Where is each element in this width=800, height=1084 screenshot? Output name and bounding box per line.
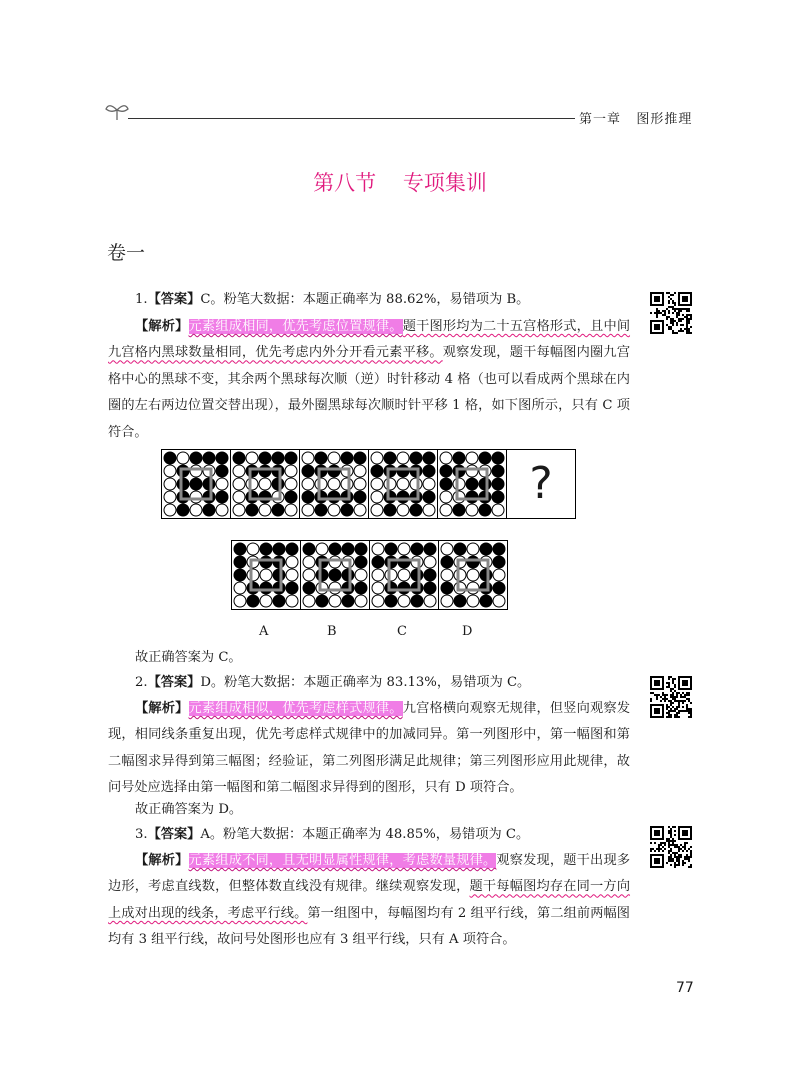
black-ball	[246, 491, 258, 503]
black-ball	[342, 582, 354, 594]
black-ball	[233, 452, 245, 464]
black-ball	[341, 491, 353, 503]
question-number: 3.	[135, 827, 148, 842]
white-ball	[398, 595, 410, 607]
white-ball	[285, 465, 297, 477]
black-ball	[316, 556, 328, 568]
option-panel-b	[301, 541, 370, 609]
white-ball	[384, 478, 396, 490]
white-ball	[216, 478, 228, 490]
white-ball	[234, 582, 246, 594]
white-ball	[423, 478, 435, 490]
option-label-b: B	[327, 624, 337, 639]
black-ball	[303, 543, 315, 555]
black-ball	[493, 582, 505, 594]
white-ball	[272, 491, 284, 503]
analysis-paragraph-3	[108, 848, 630, 954]
black-ball	[440, 465, 452, 477]
white-ball	[372, 569, 384, 581]
answer-tag: 【答案】	[147, 827, 201, 842]
highlight-text: 元素组成相同，优先考虑位置规律。	[188, 319, 403, 334]
black-ball	[354, 491, 366, 503]
black-ball	[397, 465, 409, 477]
black-ball	[410, 465, 422, 477]
white-ball	[440, 504, 452, 516]
black-ball	[286, 543, 298, 555]
white-ball	[259, 504, 271, 516]
black-ball	[315, 452, 327, 464]
question-panel-5	[438, 450, 507, 518]
black-ball	[315, 504, 327, 516]
conclusion-1: 故正确答案为 C。	[135, 650, 242, 665]
black-ball	[272, 478, 284, 490]
black-ball	[216, 452, 228, 464]
analysis-tag: 【解析】	[135, 701, 189, 716]
white-ball	[371, 504, 383, 516]
analysis-paragraph-1	[108, 314, 630, 446]
black-ball	[259, 452, 271, 464]
question-number: 2.	[135, 675, 148, 690]
black-ball	[384, 465, 396, 477]
volume-heading: 卷一	[107, 242, 146, 264]
white-ball	[303, 569, 315, 581]
analysis-text: 九宫格横向观察无规律，但竖向观察发现，相同线条重复出现，优先考虑样式规律中的加减同异。第一列图形中，第一幅图和第二幅图求异得到第三幅图；经验证，第二列图形满足此规律；第三列图形应用此规律，故问号处应选择由第一幅图和第二幅图求异得到的图形，只有 D 项符合。	[108, 701, 631, 796]
black-ball	[423, 465, 435, 477]
analysis-paragraph-2	[108, 696, 630, 802]
white-ball	[285, 478, 297, 490]
white-ball	[372, 543, 384, 555]
answer-line-2	[135, 670, 530, 696]
black-ball	[398, 582, 410, 594]
white-ball	[467, 582, 479, 594]
black-ball	[441, 556, 453, 568]
question-panel-2	[231, 450, 300, 518]
white-ball	[453, 478, 465, 490]
black-ball	[453, 465, 465, 477]
black-ball	[216, 491, 228, 503]
option-panel-c	[370, 541, 439, 609]
white-ball	[247, 543, 259, 555]
white-ball	[466, 504, 478, 516]
black-ball	[385, 582, 397, 594]
black-ball	[354, 452, 366, 464]
black-ball	[479, 478, 491, 490]
white-ball	[190, 465, 202, 477]
white-ball	[355, 569, 367, 581]
black-ball	[466, 478, 478, 490]
black-ball	[177, 504, 189, 516]
chapter-label: 第一章 图形推理	[579, 112, 693, 127]
sprout-icon	[104, 100, 130, 122]
qr-code-icon	[650, 292, 692, 334]
question-mark: ?	[529, 458, 553, 509]
white-ball	[341, 465, 353, 477]
option-label-d: D	[462, 624, 473, 639]
white-ball	[467, 543, 479, 555]
black-ball	[246, 465, 258, 477]
ball-grid	[438, 450, 506, 518]
black-ball	[466, 491, 478, 503]
black-ball	[371, 465, 383, 477]
white-ball	[493, 569, 505, 581]
black-ball	[234, 556, 246, 568]
white-ball	[286, 569, 298, 581]
white-ball	[424, 556, 436, 568]
black-ball	[385, 543, 397, 555]
white-ball	[316, 582, 328, 594]
white-ball	[440, 452, 452, 464]
question-panel-4	[369, 450, 438, 518]
white-ball	[466, 452, 478, 464]
question-figure-row	[161, 449, 576, 519]
white-ball	[371, 478, 383, 490]
white-ball	[372, 582, 384, 594]
white-ball	[164, 491, 176, 503]
white-ball	[398, 569, 410, 581]
white-ball	[354, 504, 366, 516]
white-ball	[479, 465, 491, 477]
white-ball	[342, 556, 354, 568]
white-ball	[397, 504, 409, 516]
black-ball	[203, 478, 215, 490]
white-ball	[233, 491, 245, 503]
white-ball	[467, 595, 479, 607]
header-rule	[128, 118, 575, 119]
white-ball	[329, 556, 341, 568]
black-ball	[329, 569, 341, 581]
black-ball	[272, 452, 284, 464]
white-ball	[260, 595, 272, 607]
black-ball	[411, 582, 423, 594]
option-label-a: A	[259, 624, 269, 639]
black-ball	[423, 452, 435, 464]
option-panel-d	[439, 541, 507, 609]
analysis-text: 第一组图中，每幅图均有 2 组平行线，第二组前两幅图均有 3 组平行线，故问号处图形也应有 3 组平行线，只有 A 项符合。	[108, 905, 630, 948]
white-ball	[177, 452, 189, 464]
black-ball	[384, 452, 396, 464]
black-ball	[492, 452, 504, 464]
black-ball	[479, 504, 491, 516]
options-figure-row	[231, 540, 508, 610]
white-ball	[454, 582, 466, 594]
black-ball	[259, 465, 271, 477]
white-ball	[246, 478, 258, 490]
black-ball	[341, 504, 353, 516]
highlight-text: 元素组成不同，且无明显属性规律，考虑数量规律。	[188, 853, 497, 868]
white-ball	[316, 543, 328, 555]
black-ball	[286, 582, 298, 594]
white-ball	[303, 595, 315, 607]
underlined-text: 题干每幅图均存在同一方向上成对出现的线条，考虑平行线。	[108, 879, 631, 921]
underlined-text: 题干图形均为二十五宫格形式，且中间九宫格内黑球数量相同，优先考虑内外分开看元素平移。	[108, 319, 631, 361]
white-ball	[164, 478, 176, 490]
black-ball	[467, 556, 479, 568]
ball-grid	[232, 541, 300, 609]
black-ball	[385, 595, 397, 607]
white-ball	[385, 569, 397, 581]
white-ball	[302, 452, 314, 464]
answer-text: C。粉笔大数据：本题正确率为 88.62%，易错项为 B。	[200, 292, 530, 307]
black-ball	[411, 569, 423, 581]
black-ball	[260, 556, 272, 568]
conclusion-2: 故正确答案为 D。	[135, 802, 243, 817]
black-ball	[315, 465, 327, 477]
answer-text: A。粉笔大数据：本题正确率为 48.85%，易错项为 C。	[200, 827, 530, 842]
answer-tag: 【答案】	[147, 292, 201, 307]
highlight-text: 元素组成相似，优先考虑样式规律。	[188, 701, 403, 716]
answer-line-3	[135, 822, 529, 848]
white-ball	[398, 543, 410, 555]
black-ball	[492, 465, 504, 477]
white-ball	[285, 504, 297, 516]
analysis-tag: 【解析】	[135, 319, 189, 334]
black-ball	[480, 569, 492, 581]
black-ball	[480, 595, 492, 607]
black-ball	[423, 491, 435, 503]
white-ball	[247, 569, 259, 581]
white-ball	[441, 569, 453, 581]
white-ball	[260, 569, 272, 581]
qr-code-icon	[650, 676, 692, 718]
white-ball	[371, 491, 383, 503]
black-ball	[272, 465, 284, 477]
white-ball	[441, 595, 453, 607]
white-ball	[286, 556, 298, 568]
black-ball	[316, 595, 328, 607]
black-ball	[316, 569, 328, 581]
black-ball	[177, 478, 189, 490]
black-ball	[273, 569, 285, 581]
black-ball	[273, 595, 285, 607]
white-ball	[480, 556, 492, 568]
black-ball	[480, 582, 492, 594]
white-ball	[410, 478, 422, 490]
black-ball	[246, 504, 258, 516]
black-ball	[424, 582, 436, 594]
white-ball	[453, 491, 465, 503]
black-ball	[424, 543, 436, 555]
black-ball	[285, 491, 297, 503]
question-number: 1.	[135, 292, 148, 307]
black-ball	[480, 543, 492, 555]
page-number: 77	[676, 980, 694, 996]
white-ball	[397, 452, 409, 464]
white-ball	[441, 543, 453, 555]
white-ball	[354, 465, 366, 477]
black-ball	[384, 504, 396, 516]
black-ball	[177, 491, 189, 503]
white-ball	[246, 452, 258, 464]
black-ball	[479, 452, 491, 464]
black-ball	[164, 452, 176, 464]
white-ball	[328, 452, 340, 464]
black-ball	[302, 465, 314, 477]
black-ball	[372, 556, 384, 568]
black-ball	[203, 491, 215, 503]
white-ball	[190, 491, 202, 503]
question-mark-panel	[507, 450, 575, 518]
white-ball	[164, 465, 176, 477]
white-ball	[492, 504, 504, 516]
black-ball	[410, 491, 422, 503]
black-ball	[441, 582, 453, 594]
white-ball	[454, 569, 466, 581]
white-ball	[303, 556, 315, 568]
white-ball	[440, 491, 452, 503]
black-ball	[260, 582, 272, 594]
white-ball	[466, 465, 478, 477]
white-ball	[233, 504, 245, 516]
white-ball	[259, 478, 271, 490]
black-ball	[453, 504, 465, 516]
white-ball	[328, 478, 340, 490]
black-ball	[454, 595, 466, 607]
white-ball	[424, 595, 436, 607]
black-ball	[384, 491, 396, 503]
ball-grid	[369, 450, 437, 518]
black-ball	[273, 556, 285, 568]
white-ball	[467, 569, 479, 581]
ball-grid	[301, 541, 369, 609]
white-ball	[354, 478, 366, 490]
answer-line-1	[135, 287, 529, 313]
ball-grid	[370, 541, 438, 609]
analysis-tag: 【解析】	[135, 853, 189, 868]
black-ball	[493, 556, 505, 568]
black-ball	[247, 582, 259, 594]
question-panel-3	[300, 450, 369, 518]
white-ball	[216, 504, 228, 516]
black-ball	[493, 543, 505, 555]
black-ball	[203, 452, 215, 464]
ball-grid	[162, 450, 230, 518]
white-ball	[341, 478, 353, 490]
white-ball	[411, 556, 423, 568]
option-label-c: C	[397, 624, 407, 639]
ball-grid	[439, 541, 507, 609]
black-ball	[385, 556, 397, 568]
option-panel-a	[232, 541, 301, 609]
ball-grid	[231, 450, 299, 518]
black-ball	[411, 595, 423, 607]
white-ball	[315, 478, 327, 490]
black-ball	[410, 504, 422, 516]
black-ball	[342, 569, 354, 581]
black-ball	[342, 595, 354, 607]
white-ball	[454, 556, 466, 568]
white-ball	[234, 595, 246, 607]
black-ball	[424, 569, 436, 581]
white-ball	[329, 595, 341, 607]
black-ball	[440, 478, 452, 490]
white-ball	[493, 595, 505, 607]
white-ball	[233, 465, 245, 477]
black-ball	[492, 478, 504, 490]
white-ball	[397, 478, 409, 490]
black-ball	[355, 556, 367, 568]
white-ball	[372, 595, 384, 607]
answer-text: D。粉笔大数据：本题正确率为 83.13%，易错项为 C。	[200, 675, 531, 690]
black-ball	[234, 569, 246, 581]
black-ball	[342, 543, 354, 555]
white-ball	[328, 504, 340, 516]
white-ball	[302, 504, 314, 516]
black-ball	[315, 491, 327, 503]
black-ball	[216, 465, 228, 477]
black-ball	[285, 452, 297, 464]
black-ball	[397, 491, 409, 503]
black-ball	[398, 556, 410, 568]
black-ball	[260, 543, 272, 555]
black-ball	[341, 452, 353, 464]
black-ball	[272, 504, 284, 516]
black-ball	[234, 543, 246, 555]
black-ball	[355, 582, 367, 594]
black-ball	[355, 543, 367, 555]
black-ball	[247, 595, 259, 607]
black-ball	[411, 543, 423, 555]
black-ball	[190, 452, 202, 464]
analysis-text: 观察发现，题干出现多边形，考虑直线数，但整体数直线没有规律。继续观察发现，	[108, 853, 631, 895]
white-ball	[286, 595, 298, 607]
white-ball	[203, 465, 215, 477]
black-ball	[492, 491, 504, 503]
black-ball	[273, 582, 285, 594]
black-ball	[410, 452, 422, 464]
white-ball	[233, 478, 245, 490]
black-ball	[328, 465, 340, 477]
black-ball	[329, 543, 341, 555]
section-title: 第八节 专项集训	[313, 171, 487, 195]
black-ball	[273, 543, 285, 555]
black-ball	[177, 465, 189, 477]
black-ball	[303, 582, 315, 594]
white-ball	[371, 452, 383, 464]
white-ball	[164, 504, 176, 516]
white-ball	[190, 504, 202, 516]
white-ball	[329, 582, 341, 594]
analysis-text: 观察发现，题干每幅图内圈九宫格中心的黑球不变，其余两个黑球每次顺（逆）时针移动 4 格（也可以看成两个黑球在内圈的左右两边位置交替出现），最外圈黑球每次顺时针平移 1 格，如下图所示，只有 C 项符合。	[108, 345, 631, 440]
ball-grid	[300, 450, 368, 518]
black-ball	[454, 543, 466, 555]
question-panel-1	[162, 450, 231, 518]
black-ball	[479, 491, 491, 503]
white-ball	[302, 478, 314, 490]
white-ball	[355, 595, 367, 607]
white-ball	[247, 556, 259, 568]
answer-tag: 【答案】	[147, 675, 201, 690]
qr-code-icon	[650, 826, 692, 868]
white-ball	[423, 504, 435, 516]
black-ball	[190, 478, 202, 490]
black-ball	[203, 504, 215, 516]
black-ball	[302, 491, 314, 503]
black-ball	[259, 491, 271, 503]
black-ball	[453, 452, 465, 464]
black-ball	[328, 491, 340, 503]
